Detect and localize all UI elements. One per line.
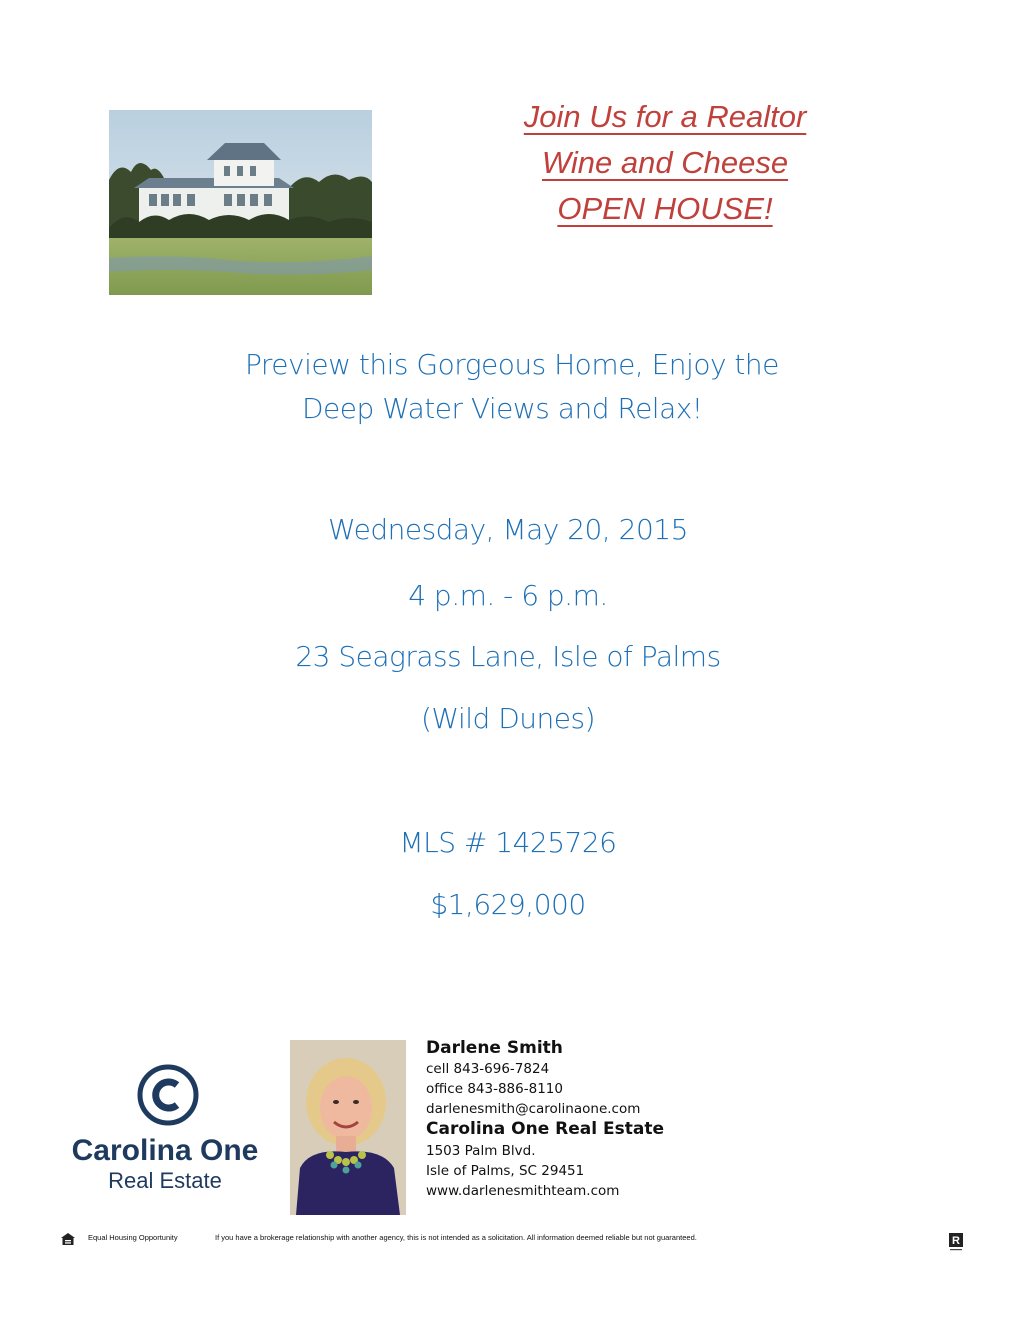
house-photo [109,110,372,295]
logo-company-name: Carolina One [71,1134,259,1167]
headline-line-1-text: Join Us for a Realtor [523,99,807,134]
agent-office: office 843-886-8110 [426,1081,563,1097]
listing-price: $1,629,000 [430,888,586,921]
listing-mls: MLS # 1425726 [399,826,617,859]
headline-line-3 [480,186,850,232]
agent-company: Carolina One Real Estate [426,1119,664,1139]
equal-housing-icon [60,1232,76,1248]
agent-website[interactable]: www.darlenesmithteam.com [426,1183,620,1199]
tagline-line-2: Deep Water Views and Relax! [302,392,703,425]
agent-photo [290,1040,406,1215]
event-neighborhood: (Wild Dunes) [420,702,596,735]
headline-line-1 [480,94,850,140]
event-time: 4 p.m. - 6 p.m. [408,579,608,612]
logo-company-subtitle: Real Estate [108,1168,222,1193]
headline-line-2 [480,140,850,186]
svg-text:R: R [952,1235,960,1247]
event-address: 23 Seagrass Lane, Isle of Palms [295,640,721,673]
headline-line-2-text: Wine and Cheese [541,145,789,180]
realtor-icon [948,1232,964,1252]
agent-city: Isle of Palms, SC 29451 [426,1163,585,1179]
event-date: Wednesday, May 20, 2015 [328,513,688,546]
agent-name: Darlene Smith [426,1038,563,1058]
copyright-logo-icon [137,1064,199,1126]
agent-street: 1503 Palm Blvd. [426,1143,536,1159]
footer-disclaimer: If you have a brokerage relationship with another agency, this is not intended as a solicitation. All information deemed reliable but not guaranteed. [215,1233,697,1242]
agent-email[interactable]: darlenesmith@carolinaone.com [426,1101,641,1117]
headline-line-3-text: OPEN HOUSE! [557,191,773,226]
equal-housing-text: Equal Housing Opportunity [88,1233,178,1242]
tagline-line-1: Preview this Gorgeous Home, Enjoy the [245,348,779,381]
agent-cell: cell 843-696-7824 [426,1061,550,1077]
